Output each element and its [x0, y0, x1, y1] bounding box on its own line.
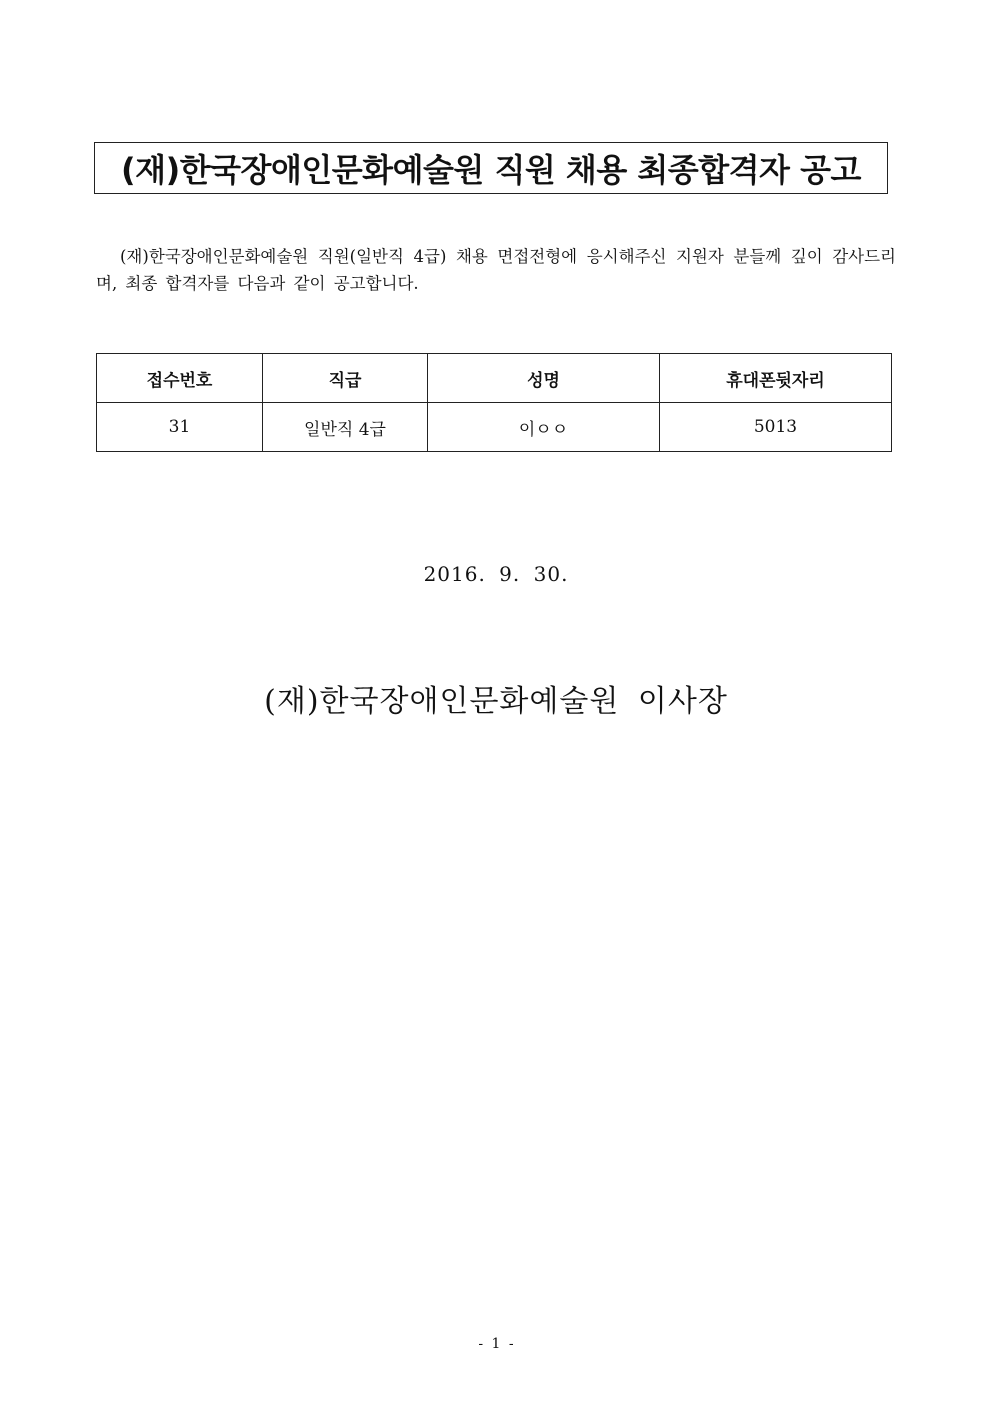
header-phone-last-digits: 휴대폰뒷자리	[660, 354, 892, 403]
cell-phone-last-digits: 5013	[660, 403, 892, 452]
document-title: (재)한국장애인문화예술원 직원 채용 최종합격자 공고	[121, 151, 861, 189]
page-number: - 1 -	[478, 1336, 514, 1352]
title-box	[94, 142, 888, 194]
intro-paragraph: (재)한국장애인문화예술원 직원(일반직 4급) 채용 면접전형에 응시해주신 지원자 분들께 깊이 감사드리며, 최종 합격자를 다음과 같이 공고합니다.	[96, 247, 896, 293]
cell-name: 이ㅇㅇ	[428, 403, 660, 452]
announcement-date: 2016. 9. 30.	[423, 562, 569, 586]
result-table	[96, 353, 892, 452]
issuer-signature: (재)한국장애인문화예술원 이사장	[264, 684, 728, 719]
header-position-grade: 직급	[263, 354, 428, 403]
table-header-row	[97, 354, 892, 403]
cell-application-number: 31	[97, 403, 263, 452]
header-name: 성명	[428, 354, 660, 403]
cell-position-grade: 일반직 4급	[263, 403, 428, 452]
header-application-number: 접수번호	[97, 354, 263, 403]
table-row	[97, 403, 892, 452]
